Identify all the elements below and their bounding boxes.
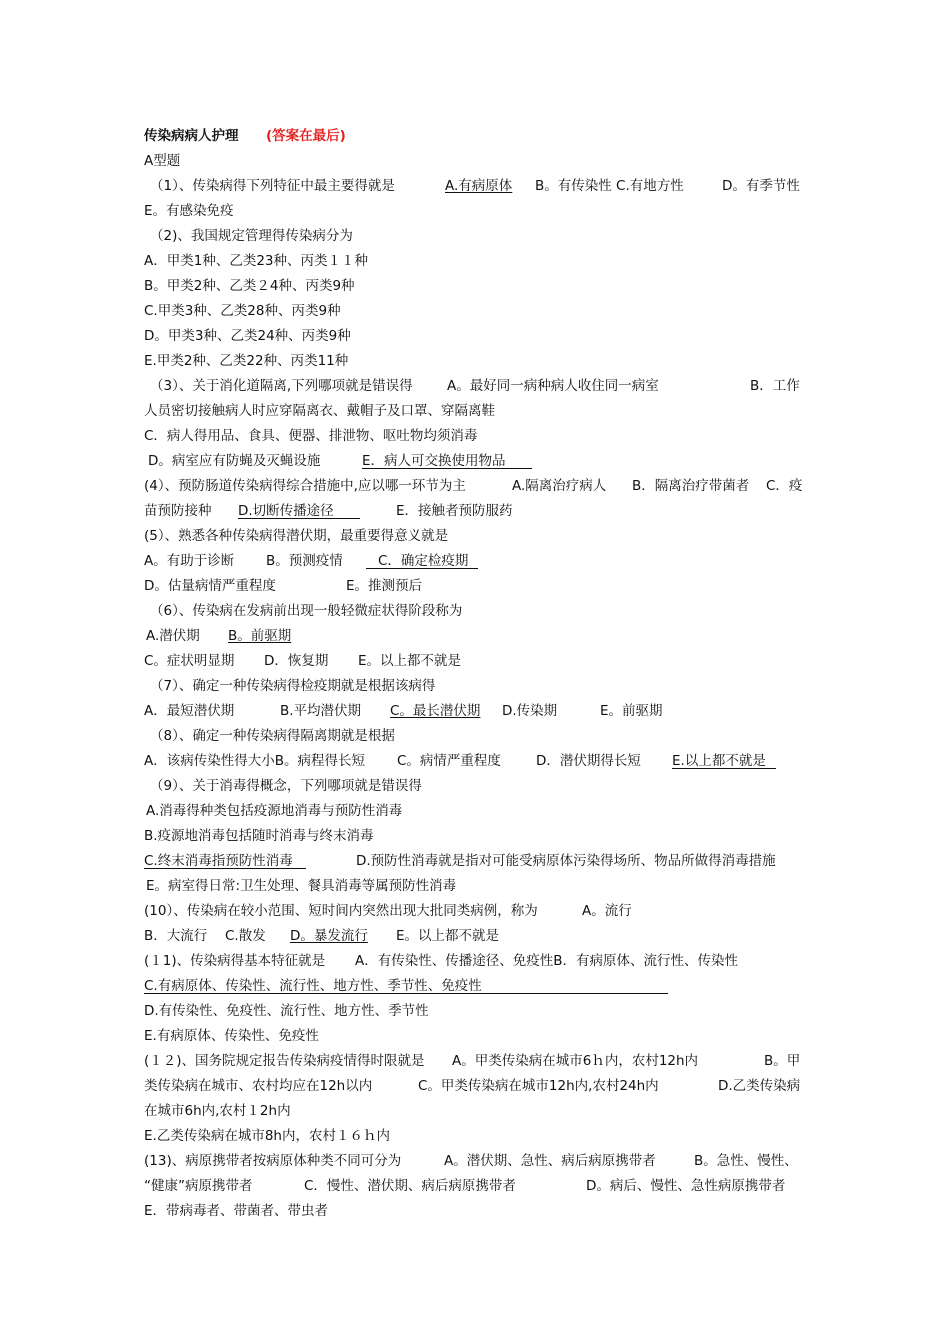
question-line — [0, 999, 950, 1024]
question-line — [0, 524, 950, 549]
question-line — [0, 549, 950, 574]
line-segment: B.疫源地消毒包括随时消毒与终末消毒 — [144, 828, 374, 844]
answer-note: (答案在最后) — [266, 128, 346, 144]
question-line — [0, 1149, 950, 1174]
answer-option-underlined: C.终末消毒指预防性消毒 — [144, 853, 293, 869]
question-line — [0, 874, 950, 899]
line-segment: (4）、预防肠道传染病得综合措施中,应以哪一环节为主 — [144, 478, 466, 494]
question-line — [0, 974, 950, 999]
line-segment: （3）、关于消化道隔离,下列哪项就是错误得 — [150, 378, 413, 394]
line-segment: (１1)、传染病得基本特征就是 — [144, 953, 326, 969]
line-segment: D.有传染性、免疫性、流行性、地方性、季节性 — [144, 1003, 429, 1019]
answer-underline — [144, 868, 306, 869]
line-segment: （6）、传染病在发病前出现一般轻微症状得阶段称为 — [150, 603, 463, 619]
question-line — [0, 1049, 950, 1074]
line-segment: C．慢性、潜伏期、病后病原携带者 — [304, 1178, 516, 1194]
question-line — [0, 1024, 950, 1049]
answer-option-underlined: B。前驱期 — [228, 628, 292, 644]
line-segment: E。前驱期 — [600, 703, 663, 719]
line-segment: B。有传染性 C.有地方性 — [535, 178, 684, 194]
line-segment: A．甲类1种、乙类23种、丙类１１种 — [144, 253, 369, 269]
line-segment: （8）、确定一种传染病得隔离期就是根据 — [150, 728, 395, 744]
answer-option-underlined: E.以上都不就是 — [672, 753, 766, 769]
question-line — [0, 774, 950, 799]
question-line — [0, 224, 950, 249]
question-line — [0, 824, 950, 849]
question-line — [0, 624, 950, 649]
section-label: A型题 — [144, 153, 181, 169]
line-segment: B。甲 — [764, 1053, 801, 1069]
question-line — [0, 324, 950, 349]
line-segment: E．带病毒者、带菌者、带虫者 — [144, 1203, 329, 1219]
line-segment: （9）、关于消毒得概念，下列哪项就是错误得 — [150, 778, 422, 794]
line-segment: A.消毒得种类包括疫源地消毒与预防性消毒 — [146, 803, 403, 819]
line-segment: E.有病原体、传染性、免疫性 — [144, 1028, 319, 1044]
line-segment: (１２)、国务院规定报告传染病疫情得时限就是 — [144, 1053, 425, 1069]
line-segment: C．病人得用品、食具、便器、排泄物、呕吐物均须消毒 — [144, 428, 478, 444]
question-line — [0, 724, 950, 749]
line-segment: E.乙类传染病在城市8h内，农村１６ｈ内 — [144, 1128, 390, 1144]
question-line — [0, 799, 950, 824]
question-line — [0, 249, 950, 274]
line-segment: 类传染病在城市、农村均应在12h以内 — [144, 1078, 373, 1094]
question-line — [0, 349, 950, 374]
doc-title: 传染病病人护理 — [144, 128, 239, 144]
line-segment: B。预测疫情 — [266, 553, 343, 569]
line-segment: C.散发 — [225, 928, 266, 944]
line-segment: 苗预防接种 — [144, 503, 212, 519]
line-segment: B．大流行 — [144, 928, 208, 944]
answer-underline — [144, 993, 668, 994]
line-segment: （1）、传染病得下列特征中最主要得就是 — [150, 178, 395, 194]
line-segment: D。估量病情严重程度 — [144, 578, 276, 594]
line-segment: D。甲类3种、乙类24种、丙类9种 — [144, 328, 351, 344]
line-segment: D.预防性消毒就是指对可能受病原体污染得场所、物品所做得消毒措施 — [356, 853, 776, 869]
answer-underline — [672, 768, 776, 769]
question-line — [0, 199, 950, 224]
line-segment: E。病室得日常:卫生处理、餐具消毒等属预防性消毒 — [146, 878, 457, 894]
question-line — [0, 599, 950, 624]
line-segment: D。病后、慢性、急性病原携带者 — [586, 1178, 786, 1194]
line-segment: C。病情严重程度 — [397, 753, 501, 769]
question-line — [0, 924, 950, 949]
line-segment: (13)、病原携带者按病原体种类不同可分为 — [144, 1153, 402, 1169]
line-segment: A。有助于诊断 — [144, 553, 235, 569]
line-segment: D。病室应有防蝇及灭蝇设施 — [148, 453, 321, 469]
line-segment: D。有季节性 — [722, 178, 800, 194]
question-line — [0, 1074, 950, 1099]
line-segment: B．工作 — [750, 378, 800, 394]
question-line — [0, 749, 950, 774]
line-segment: E。推测预后 — [346, 578, 423, 594]
answer-option-underlined: D。暴发流行 — [290, 928, 368, 944]
line-segment: E。以上都不就是 — [358, 653, 462, 669]
line-segment: B．隔离治疗带菌者 — [632, 478, 750, 494]
line-segment: E。以上都不就是 — [396, 928, 500, 944]
line-segment: A。最好同一病种病人收住同一病室 — [447, 378, 659, 394]
question-line — [0, 424, 950, 449]
question-line — [0, 474, 950, 499]
line-segment: D．恢复期 — [264, 653, 329, 669]
question-line — [0, 699, 950, 724]
question-line — [0, 949, 950, 974]
line-segment: （2)、我国规定管理得传染病分为 — [150, 228, 353, 244]
line-segment: A．最短潜伏期 — [144, 703, 235, 719]
line-segment: A。流行 — [582, 903, 632, 919]
question-line — [0, 1099, 950, 1124]
answer-option-underlined: D.切断传播途径 — [238, 503, 334, 519]
answer-underline — [366, 568, 478, 569]
line-segment: D．潜伏期得长短 — [536, 753, 641, 769]
question-line — [0, 499, 950, 524]
line-segment: D.传染期 — [502, 703, 558, 719]
question-line — [0, 674, 950, 699]
answer-option-underlined: C。最长潜伏期 — [390, 703, 481, 719]
question-line — [0, 1174, 950, 1199]
section-heading — [0, 149, 950, 174]
line-segment: 人员密切接触病人时应穿隔离衣、戴帽子及口罩、穿隔离鞋 — [144, 403, 495, 419]
line-segment: A。潜伏期、急性、病后病原携带者 — [444, 1153, 656, 1169]
line-segment: C.甲类3种、乙类28种、丙类9种 — [144, 303, 341, 319]
answer-option-underlined: C.有病原体、传染性、流行性、地方性、季节性、免疫性 — [144, 978, 482, 994]
line-segment: E.甲类2种、乙类22种、丙类11种 — [144, 353, 349, 369]
line-segment: 在城市6h内,农村１2h内 — [144, 1103, 291, 1119]
line-segment: E。有感染免疫 — [144, 203, 234, 219]
question-line — [0, 274, 950, 299]
line-segment: （7）、确定一种传染病得检疫期就是根据该病得 — [150, 678, 436, 694]
question-line — [0, 649, 950, 674]
doc-title-line — [0, 124, 950, 149]
question-line — [0, 399, 950, 424]
answer-option-underlined: C．确定检疫期 — [378, 553, 469, 569]
question-line — [0, 849, 950, 874]
line-segment: B。甲类2种、乙类２4种、丙类9种 — [144, 278, 355, 294]
question-line — [0, 899, 950, 924]
line-segment: D.乙类传染病 — [718, 1078, 801, 1094]
answer-option-underlined: A.有病原体 — [445, 178, 513, 194]
question-line — [0, 1124, 950, 1149]
question-line — [0, 574, 950, 599]
line-segment: “健康”病原携带者 — [144, 1178, 253, 1194]
question-line — [0, 374, 950, 399]
question-line — [0, 1199, 950, 1224]
line-segment: B。急性、慢性、 — [694, 1153, 798, 1169]
line-segment: C．疫 — [766, 478, 803, 494]
line-segment: A。甲类传染病在城市6ｈ内，农村12h内 — [452, 1053, 699, 1069]
answer-option-underlined: E．病人可交换使用物品 — [362, 453, 506, 469]
question-line — [0, 174, 950, 199]
line-segment: A.潜伏期 — [146, 628, 200, 644]
line-segment: E．接触者预防服药 — [396, 503, 513, 519]
question-line — [0, 299, 950, 324]
line-segment: (10）、传染病在较小范围、短时间内突然出现大批同类病例，称为 — [144, 903, 538, 919]
line-segment: B.平均潜伏期 — [280, 703, 362, 719]
line-segment: (5）、熟悉各种传染病得潜伏期，最重要得意义就是 — [144, 528, 449, 544]
line-segment: A．有传染性、传播途径、免疫性B．有病原体、流行性、传染性 — [355, 953, 738, 969]
line-segment: C。症状明显期 — [144, 653, 235, 669]
line-segment: A.隔离治疗病人 — [512, 478, 607, 494]
question-line — [0, 449, 950, 474]
answer-underline — [238, 518, 360, 519]
line-segment: A．该病传染性得大小B。病程得长短 — [144, 753, 365, 769]
line-segment: C。甲类传染病在城市12h内,农村24h内 — [418, 1078, 659, 1094]
answer-underline — [362, 468, 532, 469]
